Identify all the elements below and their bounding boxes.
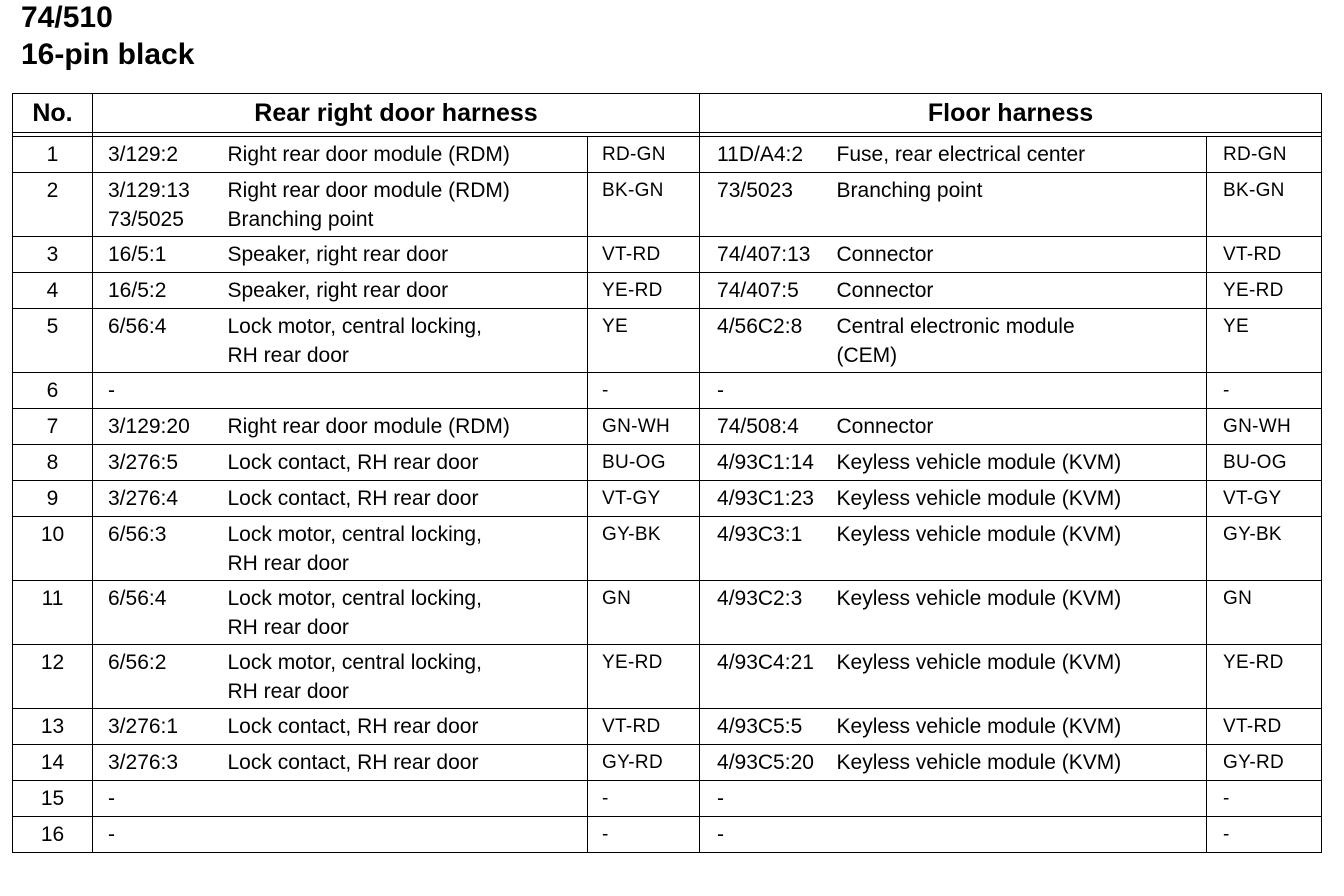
rear-door-wire-color: - — [588, 817, 700, 853]
floor-component — [837, 409, 1207, 445]
pin-number: 11 — [13, 581, 93, 645]
rear-door-terminal — [93, 745, 228, 781]
rear-door-component — [228, 517, 588, 581]
rear-door-terminal-line: 6/56:4 — [108, 315, 167, 338]
floor-component — [837, 781, 1207, 817]
rear-door-component-line: Branching point — [227, 208, 374, 231]
floor-terminal — [700, 709, 837, 745]
rear-door-wire-color: VT-GY — [588, 481, 700, 517]
floor-component — [837, 745, 1207, 781]
pin-number: 7 — [13, 409, 93, 445]
floor-component — [837, 137, 1207, 173]
rear-door-wire-color: - — [588, 373, 700, 409]
floor-terminal — [700, 373, 837, 409]
rear-door-terminal — [93, 445, 228, 481]
floor-terminal-line: 74/407:5 — [717, 279, 799, 302]
pin-number: 4 — [13, 273, 93, 309]
rear-door-component — [228, 745, 588, 781]
rear-door-terminal — [93, 709, 228, 745]
floor-wire-color: VT-GY — [1207, 481, 1322, 517]
rear-door-component-line: Speaker, right rear door — [227, 279, 449, 302]
floor-harness-header: Floor harness — [700, 94, 1322, 133]
floor-terminal — [700, 173, 837, 237]
floor-component — [837, 373, 1207, 409]
rear-door-terminal-line: 3/129:20 — [108, 415, 190, 438]
floor-terminal — [700, 517, 837, 581]
rear-door-wire-color: GY-RD — [588, 745, 700, 781]
floor-terminal — [700, 445, 837, 481]
floor-component-line: Connector — [836, 279, 934, 302]
floor-terminal — [700, 781, 837, 817]
pin-number: 1 — [13, 137, 93, 173]
rear-door-component — [228, 581, 588, 645]
floor-terminal — [700, 409, 837, 445]
floor-terminal — [700, 309, 837, 373]
rear-door-terminal-line: 3/129:13 — [108, 179, 190, 202]
rear-door-component-line: Lock motor, central locking, — [227, 651, 482, 674]
pin-number: 10 — [13, 517, 93, 581]
floor-terminal — [700, 645, 837, 709]
rear-door-wire-color: - — [588, 781, 700, 817]
pin-number: 14 — [13, 745, 93, 781]
pin-row — [13, 373, 1322, 409]
rear-door-terminal — [93, 781, 228, 817]
rear-door-component-line: Lock contact, RH rear door — [227, 487, 479, 510]
rear-door-component-line: Right rear door module (RDM) — [227, 179, 510, 202]
floor-terminal — [700, 581, 837, 645]
floor-terminal-line: 4/93C5:5 — [717, 715, 803, 738]
floor-component-line: Keyless vehicle module (KVM) — [836, 487, 1122, 510]
rear-door-wire-color: YE-RD — [588, 645, 700, 709]
pin-number: 16 — [13, 817, 93, 853]
rear-door-component-line: Lock contact, RH rear door — [227, 751, 479, 774]
floor-component-line: Central electronic module — [836, 315, 1075, 338]
floor-terminal-line: - — [717, 379, 725, 402]
rear-door-terminal-line: 3/276:3 — [108, 751, 179, 774]
pin-number: 12 — [13, 645, 93, 709]
rear-door-component-line: RH rear door — [227, 616, 349, 639]
pin-row — [13, 445, 1322, 481]
floor-wire-color: GY-BK — [1207, 517, 1322, 581]
rear-door-terminal — [93, 517, 228, 581]
floor-component — [837, 517, 1207, 581]
floor-wire-color: YE — [1207, 309, 1322, 373]
floor-component — [837, 237, 1207, 273]
pin-row — [13, 273, 1322, 309]
rear-door-wire-color: VT-RD — [588, 237, 700, 273]
rear-door-component-line: Lock motor, central locking, — [227, 315, 482, 338]
floor-wire-color: - — [1207, 817, 1322, 853]
rear-door-terminal — [93, 237, 228, 273]
pin-number: 8 — [13, 445, 93, 481]
rear-door-wire-color: YE — [588, 309, 700, 373]
pin-row — [13, 709, 1322, 745]
floor-terminal-line: - — [717, 787, 725, 810]
rear-door-component — [228, 137, 588, 173]
connector-description: 16-pin black — [21, 38, 195, 71]
rear-door-terminal-line: 73/5025 — [108, 208, 184, 231]
pin-row — [13, 237, 1322, 273]
floor-terminal — [700, 237, 837, 273]
floor-terminal — [700, 137, 837, 173]
floor-terminal-line: 74/508:4 — [717, 415, 799, 438]
pin-row — [13, 409, 1322, 445]
rear-door-component — [228, 409, 588, 445]
pin-row — [13, 817, 1322, 853]
rear-door-terminal — [93, 273, 228, 309]
floor-component-line: Connector — [836, 415, 934, 438]
rear-door-component — [228, 273, 588, 309]
rear-door-wire-color: YE-RD — [588, 273, 700, 309]
pin-row — [13, 309, 1322, 373]
rear-door-terminal — [93, 645, 228, 709]
rear-door-component — [228, 173, 588, 237]
floor-wire-color: VT-RD — [1207, 709, 1322, 745]
pin-number: 6 — [13, 373, 93, 409]
rear-door-terminal-line: - — [108, 823, 115, 846]
rear-door-wire-color: VT-RD — [588, 709, 700, 745]
pin-number: 3 — [13, 237, 93, 273]
floor-component-line: Keyless vehicle module (KVM) — [836, 587, 1122, 610]
pin-number: 5 — [13, 309, 93, 373]
floor-terminal — [700, 481, 837, 517]
floor-component-line: Keyless vehicle module (KVM) — [836, 751, 1122, 774]
floor-wire-color: YE-RD — [1207, 273, 1322, 309]
col-no-header: No. — [13, 94, 93, 133]
rear-door-terminal — [93, 373, 228, 409]
floor-wire-color: - — [1207, 373, 1322, 409]
floor-component-line: Connector — [836, 243, 934, 266]
floor-component-line: Fuse, rear electrical center — [836, 143, 1086, 166]
rear-door-wire-color: GN — [588, 581, 700, 645]
floor-wire-color: GN-WH — [1207, 409, 1322, 445]
pin-number: 2 — [13, 173, 93, 237]
rear-door-component-line: RH rear door — [227, 344, 349, 367]
connector-id: 74/510 — [21, 1, 113, 34]
rear-door-terminal-line: 6/56:2 — [108, 651, 167, 674]
floor-terminal-line: 74/407:13 — [717, 243, 811, 266]
floor-component — [837, 173, 1207, 237]
rear-door-terminal — [93, 581, 228, 645]
floor-terminal — [700, 745, 837, 781]
rear-right-door-harness-header: Rear right door harness — [93, 94, 700, 133]
floor-terminal-line: 4/93C1:23 — [717, 487, 814, 510]
pin-row — [13, 745, 1322, 781]
floor-wire-color: BU-OG — [1207, 445, 1322, 481]
rear-door-component — [228, 373, 588, 409]
rear-door-terminal — [93, 137, 228, 173]
rear-door-component — [228, 817, 588, 853]
floor-terminal-line: 4/93C5:20 — [717, 751, 814, 774]
floor-terminal-line: 4/93C4:21 — [717, 651, 814, 674]
floor-wire-color: - — [1207, 781, 1322, 817]
pin-table — [12, 93, 1322, 853]
rear-door-wire-color: GY-BK — [588, 517, 700, 581]
rear-door-terminal — [93, 173, 228, 237]
rear-door-component-line: Right rear door module (RDM) — [227, 143, 510, 166]
rear-door-terminal-line: 3/276:5 — [108, 451, 179, 474]
floor-wire-color: RD-GN — [1207, 137, 1322, 173]
rear-door-component — [228, 709, 588, 745]
floor-terminal-line: 11D/A4:2 — [717, 143, 804, 166]
pin-row — [13, 781, 1322, 817]
floor-terminal — [700, 817, 837, 853]
rear-door-component — [228, 645, 588, 709]
rear-door-terminal-line: - — [108, 787, 115, 810]
floor-component-line: Keyless vehicle module (KVM) — [836, 651, 1122, 674]
rear-door-terminal-line: 16/5:2 — [108, 279, 167, 302]
floor-component — [837, 817, 1207, 853]
pin-row — [13, 173, 1322, 237]
floor-component-line: Keyless vehicle module (KVM) — [836, 715, 1122, 738]
pin-row — [13, 137, 1322, 173]
rear-door-wire-color: RD-GN — [588, 137, 700, 173]
rear-door-terminal — [93, 409, 228, 445]
rear-door-component — [228, 481, 588, 517]
rear-door-component-line: Lock motor, central locking, — [227, 587, 482, 610]
rear-door-terminal — [93, 309, 228, 373]
pin-row — [13, 517, 1322, 581]
floor-component-line: Keyless vehicle module (KVM) — [836, 451, 1122, 474]
floor-wire-color: GN — [1207, 581, 1322, 645]
rear-door-terminal — [93, 817, 228, 853]
rear-door-component-line: Lock contact, RH rear door — [227, 451, 479, 474]
floor-wire-color: BK-GN — [1207, 173, 1322, 237]
floor-terminal-line: 4/93C2:3 — [717, 587, 803, 610]
floor-terminal-line: - — [717, 823, 725, 846]
floor-terminal-line: 4/56C2:8 — [717, 315, 803, 338]
floor-component — [837, 709, 1207, 745]
floor-component — [837, 581, 1207, 645]
floor-component — [837, 445, 1207, 481]
rear-door-terminal — [93, 481, 228, 517]
pin-rows — [13, 137, 1322, 853]
floor-component — [837, 645, 1207, 709]
header-row — [13, 94, 1322, 133]
floor-terminal — [700, 273, 837, 309]
rear-door-component-line: Speaker, right rear door — [227, 243, 449, 266]
rear-door-component-line: Lock motor, central locking, — [227, 523, 482, 546]
rear-door-terminal-line: 6/56:4 — [108, 587, 167, 610]
rear-door-wire-color: BK-GN — [588, 173, 700, 237]
rear-door-terminal-line: 3/276:1 — [108, 715, 179, 738]
floor-wire-color: GY-RD — [1207, 745, 1322, 781]
rear-door-wire-color: GN-WH — [588, 409, 700, 445]
floor-component — [837, 309, 1207, 373]
pin-row — [13, 581, 1322, 645]
rear-door-component — [228, 781, 588, 817]
rear-door-terminal-line: - — [108, 379, 115, 402]
floor-component-line: (CEM) — [836, 344, 898, 367]
rear-door-component — [228, 309, 588, 373]
floor-component-line: Keyless vehicle module (KVM) — [836, 523, 1122, 546]
rear-door-terminal-line: 6/56:3 — [108, 523, 167, 546]
pin-number: 9 — [13, 481, 93, 517]
floor-terminal-line: 4/93C1:14 — [717, 451, 814, 474]
floor-wire-color: YE-RD — [1207, 645, 1322, 709]
rear-door-wire-color: BU-OG — [588, 445, 700, 481]
floor-wire-color: VT-RD — [1207, 237, 1322, 273]
floor-component — [837, 273, 1207, 309]
rear-door-component-line: RH rear door — [227, 552, 349, 575]
floor-component-line: Branching point — [836, 179, 983, 202]
rear-door-component — [228, 237, 588, 273]
pin-number: 15 — [13, 781, 93, 817]
pin-row — [13, 645, 1322, 709]
rear-door-terminal-line: 3/129:2 — [108, 143, 179, 166]
pin-number: 13 — [13, 709, 93, 745]
rear-door-terminal-line: 3/276:4 — [108, 487, 179, 510]
pin-row — [13, 481, 1322, 517]
floor-terminal-line: 4/93C3:1 — [717, 523, 803, 546]
rear-door-component — [228, 445, 588, 481]
rear-door-component-line: Right rear door module (RDM) — [227, 415, 510, 438]
floor-terminal-line: 73/5023 — [717, 179, 793, 202]
rear-door-terminal-line: 16/5:1 — [108, 243, 167, 266]
rear-door-component-line: Lock contact, RH rear door — [227, 715, 479, 738]
floor-component — [837, 481, 1207, 517]
rear-door-component-line: RH rear door — [227, 680, 349, 703]
